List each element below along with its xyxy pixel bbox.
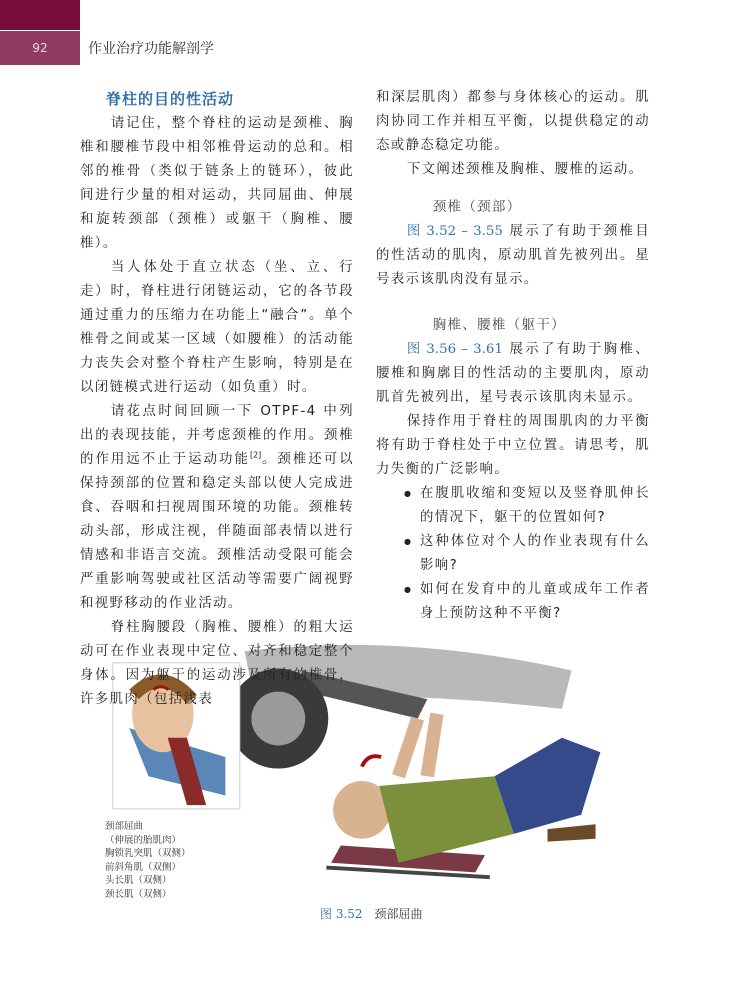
section-heading: 脊柱的目的性活动 — [106, 90, 235, 108]
paragraph-text: 展示了有助于胸椎、腰椎和胸廓目的性活动的主要肌肉，原动肌首先被列出，星号表示该肌肉未显示。 — [376, 342, 650, 405]
paragraph: 保持作用于脊柱的周围肌肉的力平衡将有助于脊柱处于中立位置。请思考，肌力失衡的广泛影响。 — [376, 414, 650, 477]
subheading-trunk: 胸椎、腰椎（躯干） — [432, 318, 566, 333]
paragraph: 和深层肌肉）都参与身体核心的运动。肌肉协同工作并相互平衡，以提供稳定的动态或静态稳定功能。 — [376, 90, 650, 153]
muscle-item: 头长肌（双侧） — [105, 875, 172, 886]
paragraph — [80, 400, 354, 616]
muscle-item: 颈长肌（双侧） — [105, 888, 172, 900]
list-item: ● 如何在发育中的儿童或成年工作者身上预防这种不平衡? — [404, 578, 650, 626]
figure-ref[interactable]: 图 3.52 – 3.55 — [406, 224, 503, 239]
muscle-list — [105, 820, 191, 901]
page-number: 92 — [0, 31, 80, 65]
figure-caption — [320, 905, 423, 922]
subheading-cervical: 颈椎（颈部） — [432, 200, 522, 215]
header-band — [0, 0, 80, 30]
list-item: ● 这种体位对个人的作业表现有什么影响? — [404, 530, 650, 578]
citation: [2] — [249, 450, 262, 460]
question-list — [376, 482, 650, 626]
figure-number: 图 3.52 — [320, 907, 363, 921]
muscle-item: （伸展的胎肌肉） — [105, 834, 182, 846]
left-column — [80, 86, 354, 712]
paragraph: 脊柱胸腰段（胸椎、腰椎）的粗大运动可在作业表现中定位、对齐和稳定整个身体。因为躯干的运动涉及所有的椎骨，许多肌肉（包括浅表 — [80, 620, 354, 707]
figure-ref[interactable]: 图 3.56 – 3.61 — [406, 342, 503, 357]
muscle-item: 胸锁乳突肌（双侧） — [105, 848, 191, 859]
paragraph-text: 请花点时间回顾一下 OTPF-4 中列出的表现技能，并考虑颈椎的作用。颈椎的作用远不止于运动功能 — [80, 404, 354, 467]
muscle-list-title: 颈部屈曲 — [105, 821, 144, 832]
paragraph-text: 。颈椎还可以保持颈部的位置和稳定头部以使人完成进食、吞咽和扫视周围环境的功能。颈椎转动头部，形成注视，伴随面部表情以进行情感和非语言交流。颈椎活动受限可能会严重影响驾驶或社区活动等需要广阔视野和视野移动的作业活动。 — [80, 452, 354, 611]
arrow-icon — [362, 756, 381, 766]
paragraph: 请记住，整个脊柱的运动是颈椎、胸椎和腰椎节段中相邻椎骨运动的总和。相邻的椎骨（类似于链条上的链环），彼此间进行少量的相对运动，共同屈曲、伸展和旋转颈部（颈椎）或躯干（胸椎、腰椎）。 — [80, 116, 354, 251]
figure-title: 颈部屈曲 — [374, 907, 423, 921]
paragraph-text: 展示了有助于颈椎目的性活动的肌肉，原动肌首先被列出。星号表示该肌肉没有显示。 — [376, 224, 650, 287]
running-title: 作业治疗功能解剖学 — [88, 41, 214, 57]
paragraph: 当人体处于直立状态（坐、立、行走）时，脊柱进行闭链运动，它的各节段通过重力的压缩力在功能上“融合”。单个椎骨之间或某一区域（如腰椎）的活动能力丧失会对整个脊柱产生影响，特别是在以闭链模式进行运动（如负重）时。 — [80, 260, 354, 395]
list-item: ● 在腹肌收缩和变短以及竖脊肌伸长的情况下，躯干的位置如何? — [404, 482, 650, 530]
paragraph — [376, 338, 650, 410]
right-column — [376, 86, 650, 626]
paragraph — [376, 220, 650, 292]
muscle-item: 前斜角肌（双侧） — [105, 861, 182, 873]
paragraph: 下文阐述颈椎及胸椎、腰椎的运动。 — [406, 162, 644, 177]
